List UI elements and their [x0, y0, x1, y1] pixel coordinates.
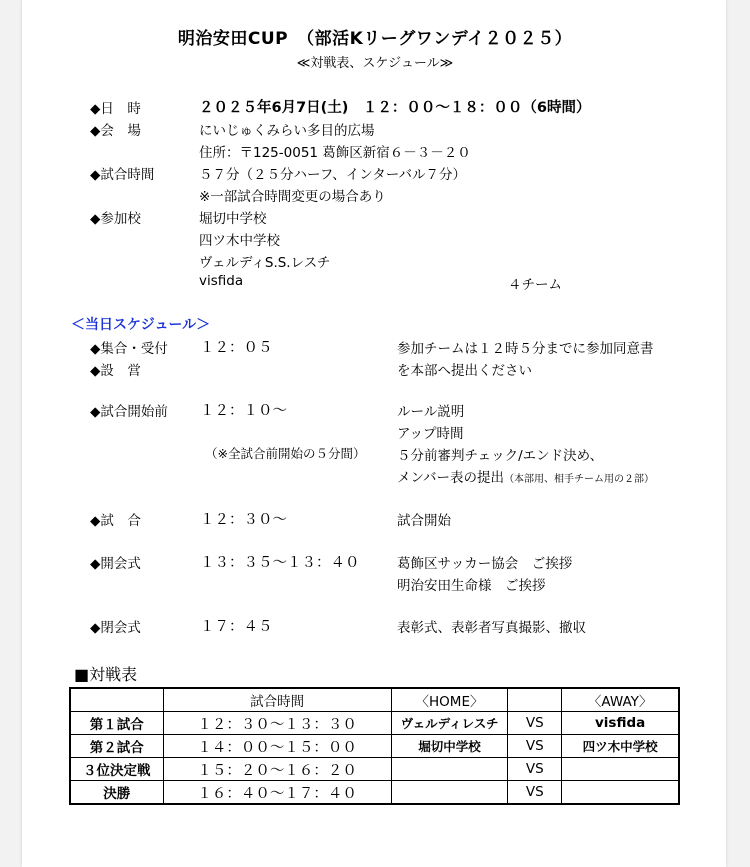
opening-label: ◆開会式: [90, 556, 141, 572]
opening-desc-1: 葛飾区サッカー協会 ご挨拶: [397, 556, 573, 572]
vs-cell: VS: [508, 781, 562, 805]
match-time-note: ※一部試合時間変更の場合あり: [199, 189, 386, 205]
document-subtitle: ≪対戦表、スケジュール≫: [296, 56, 454, 71]
document-title: 明治安田CUP （部活Kリーグワンデイ２０２５）: [177, 29, 573, 49]
round-cell: ３位決定戦: [70, 758, 163, 781]
pre-match-desc-1: ルール説明: [397, 404, 465, 420]
vs-cell: VS: [508, 735, 562, 758]
pre-match-desc-2: アップ時間: [397, 426, 464, 442]
pre-match-desc-4: メンバー表の提出（本部用、相手チーム用の２部）: [397, 470, 655, 486]
header-cell-round: [70, 688, 163, 712]
vs-cell: VS: [508, 758, 562, 781]
schools-label: ◆参加校: [90, 211, 141, 227]
header-cell-vs: [508, 688, 562, 712]
date-label: ◆日 時: [90, 101, 141, 117]
table-row: [70, 758, 679, 781]
round-cell: 第２試合: [70, 735, 163, 758]
table-row: [70, 735, 679, 758]
table-row: [70, 712, 679, 735]
time-cell: １５：２０～１６：２０: [163, 758, 391, 781]
school-item: 四ツ木中学校: [199, 233, 280, 249]
school-item: visfida: [199, 273, 244, 289]
pre-match-desc-3: ５分前審判チェック/エンド決め、: [397, 448, 604, 464]
round-cell: 決勝: [70, 781, 163, 805]
time-cell: １６：４０～１７：４０: [163, 781, 391, 805]
vs-cell: VS: [508, 712, 562, 735]
time-cell: １４：００～１５：００: [163, 735, 391, 758]
pre-match-desc-4-small: （本部用、相手チーム用の２部）: [504, 474, 655, 485]
home-team-cell: ヴェルディレスチ: [391, 712, 508, 735]
date-value: ２０２５年6月7日(土) １２：００～１８：００（6時間）: [199, 100, 591, 116]
match-table: [69, 687, 680, 805]
school-item: 堀切中学校: [199, 211, 267, 227]
setup-label: ◆設 営: [90, 363, 141, 379]
time-cell: １２：３０～１３：３０: [163, 712, 391, 735]
home-team-cell: [391, 781, 508, 805]
match-time-label: ◆試合時間: [90, 167, 155, 183]
table-row: [70, 781, 679, 805]
venue-value: にいじゅくみらい多目的広場: [199, 123, 375, 139]
venue-label: ◆会 場: [90, 123, 141, 139]
closing-label: ◆閉会式: [90, 620, 141, 636]
pre-match-note: （※全試合前開始の５分間）: [205, 446, 366, 461]
round-cell: 第１試合: [70, 712, 163, 735]
matches-heading: ■対戦表: [74, 665, 138, 684]
match-desc: 試合開始: [397, 513, 451, 529]
opening-desc-2: 明治安田生命様 ご挨拶: [397, 578, 546, 594]
school-item: ヴェルディS.S.レスチ: [199, 255, 331, 271]
match-time-value: ５７分（２５分ハーフ、インターバル７分）: [199, 167, 467, 183]
table-header-row: [70, 688, 679, 712]
gather-desc-2: を本部へ提出ください: [397, 363, 532, 379]
gather-desc-1: 参加チームは１２時５分までに参加同意書: [397, 341, 654, 357]
closing-time: １７：４５: [200, 619, 273, 635]
away-team-cell: [562, 758, 679, 781]
gather-time: １２：０５: [200, 340, 273, 356]
header-cell-time: 試合時間: [163, 688, 391, 712]
header-cell-away: 〈AWAY〉: [562, 688, 679, 712]
team-count: ４チーム: [508, 277, 562, 293]
home-team-cell: 堀切中学校: [391, 735, 508, 758]
away-team-cell: 四ツ木中学校: [562, 735, 679, 758]
away-team-cell: [562, 781, 679, 805]
pre-match-label: ◆試合開始前: [90, 404, 168, 420]
address-value: 住所：〒125-0051 葛飾区新宿６－３－２０: [199, 145, 471, 161]
away-team-cell: visfida: [562, 712, 679, 735]
opening-time: １３：３５～１３：４０: [200, 555, 360, 571]
header-cell-home: 〈HOME〉: [391, 688, 508, 712]
closing-desc: 表彰式、表彰者写真撮影、撤収: [397, 620, 586, 636]
match-label: ◆試 合: [90, 513, 141, 529]
schedule-heading: ＜当日スケジュール＞: [71, 317, 211, 333]
gather-label: ◆集合・受付: [90, 341, 168, 357]
pre-match-time: １２：１０～: [200, 403, 287, 419]
home-team-cell: [391, 758, 508, 781]
match-start-time: １２：３０～: [200, 512, 287, 528]
